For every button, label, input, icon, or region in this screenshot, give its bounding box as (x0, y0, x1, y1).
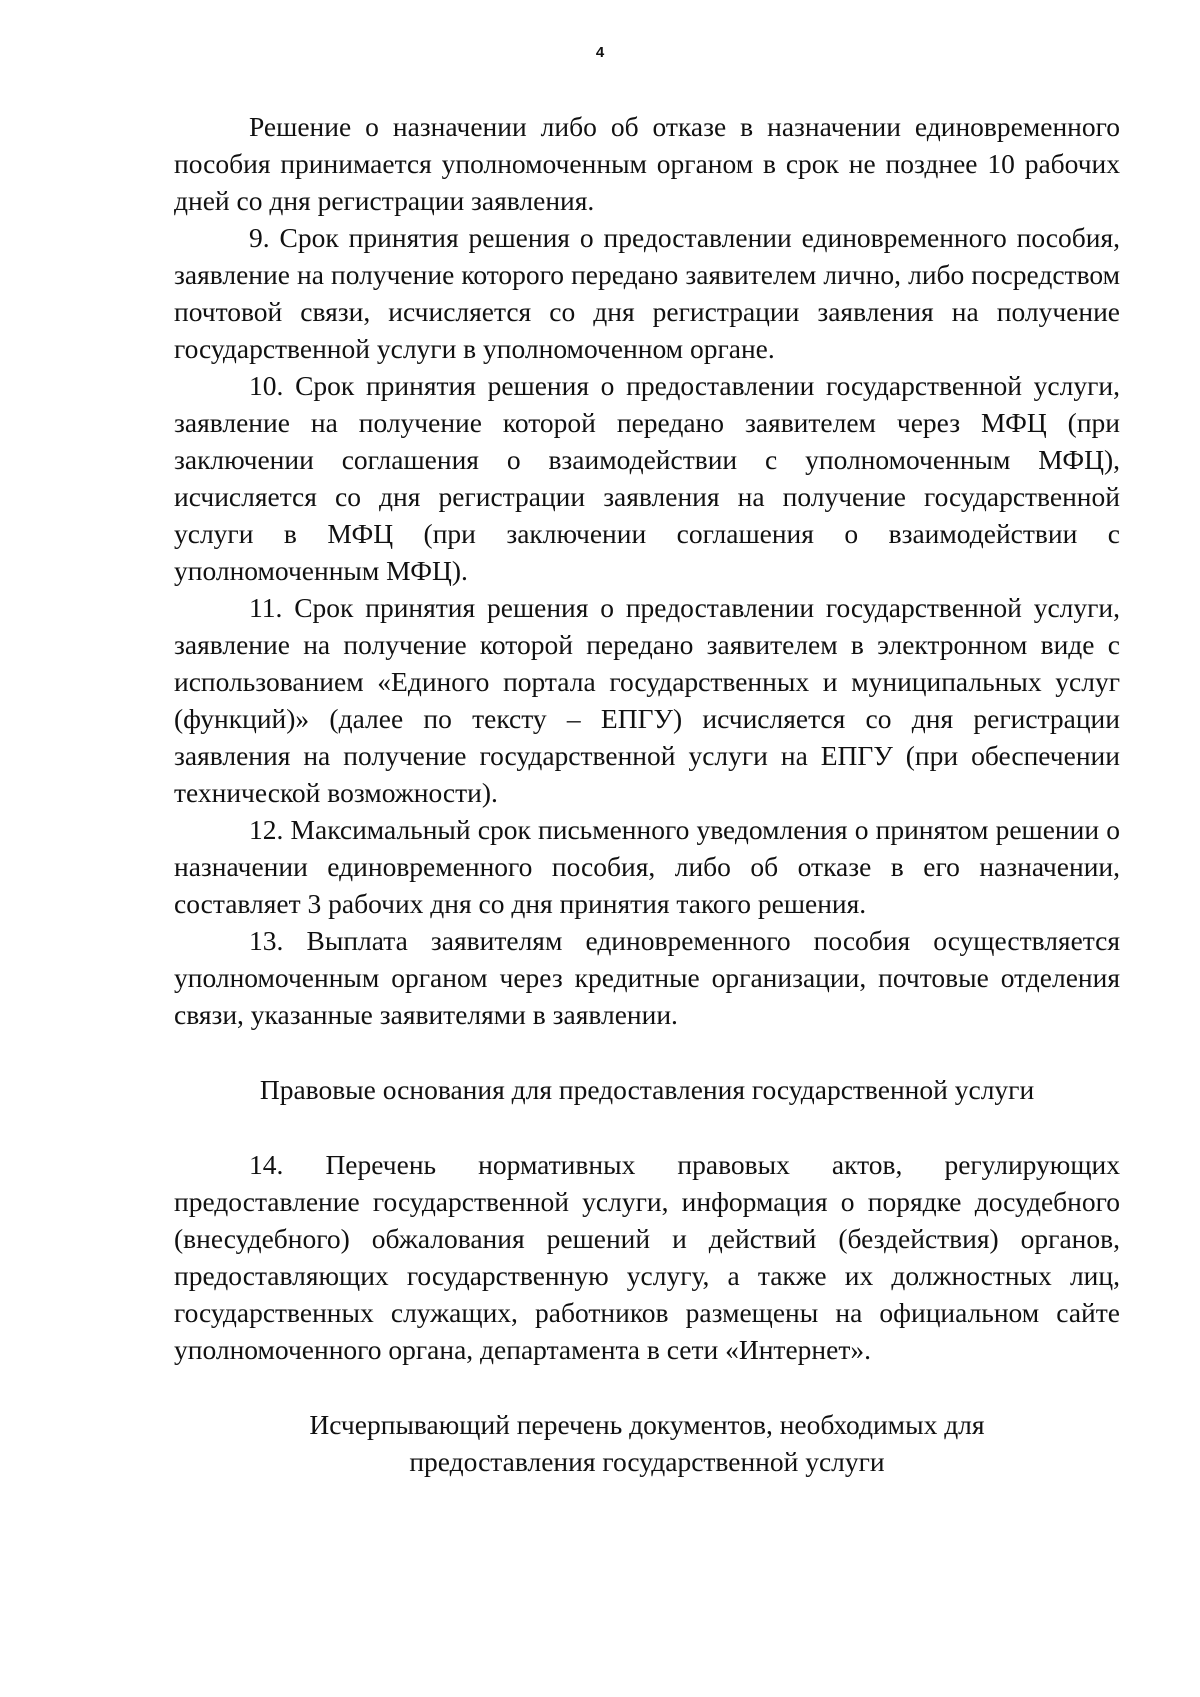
paragraph-9: 9. Срок принятия решения о предоставлении единовременного пособия, заявление на получение которого передано заявителем лично, либо посредством почтовой связи, исчисляется со дня регистрации заявления на получение государственной услуги в уполномоченном органе. (174, 222, 1120, 364)
section-heading-documents-list: Исчерпывающий перечень документов, необходимых для предоставления государственной услуги (309, 1409, 985, 1477)
page-number: 4 (595, 44, 605, 61)
document-body (174, 108, 1120, 1480)
paragraph-11: 11. Срок принятия решения о предоставлении государственной услуги, заявление на получение которой передано заявителем в электронном виде с использованием «Единого портала государственных и муниципальных услуг (функций)» (далее по тексту – ЕПГУ) исчисляется со дня регистрации заявления на получение государственной услуги на ЕПГУ (при обеспечении технической возможности). (174, 592, 1120, 808)
paragraph-10: 10. Срок принятия решения о предоставлении государственной услуги, заявление на получение которой передано заявителем через МФЦ (при заключении соглашения о взаимодействии с уполномоченным МФЦ), исчисляется со дня регистрации заявления на получение государственной услуги в МФЦ (при заключении соглашения о взаимодействии с уполномоченным МФЦ). (174, 370, 1120, 586)
paragraph-14: 14. Перечень нормативных правовых актов, регулирующих предоставление государственной услуги, информация о порядке досудебного (внесудебного) обжалования решений и действий (бездействия) органов, предоставляющих государственную услугу, а также их должностных лиц, государственных служащих, работников размещены на официальном сайте уполномоченного органа, департамента в сети «Интернет». (174, 1149, 1120, 1365)
paragraph-12: 12. Максимальный срок письменного уведомления о принятом решении о назначении единовременного пособия, либо об отказе в его назначении, составляет 3 рабочих дня со дня принятия такого решения. (174, 814, 1120, 919)
paragraph-decision-term: Решение о назначении либо об отказе в назначении единовременного пособия принимается уполномоченным органом в срок не позднее 10 рабочих дней со дня регистрации заявления. (174, 111, 1120, 216)
paragraph-13: 13. Выплата заявителям единовременного пособия осуществляется уполномоченным органом через кредитные организации, почтовые отделения связи, указанные заявителями в заявлении. (174, 925, 1120, 1030)
section-heading-legal-basis: Правовые основания для предоставления государственной услуги (259, 1074, 1035, 1105)
